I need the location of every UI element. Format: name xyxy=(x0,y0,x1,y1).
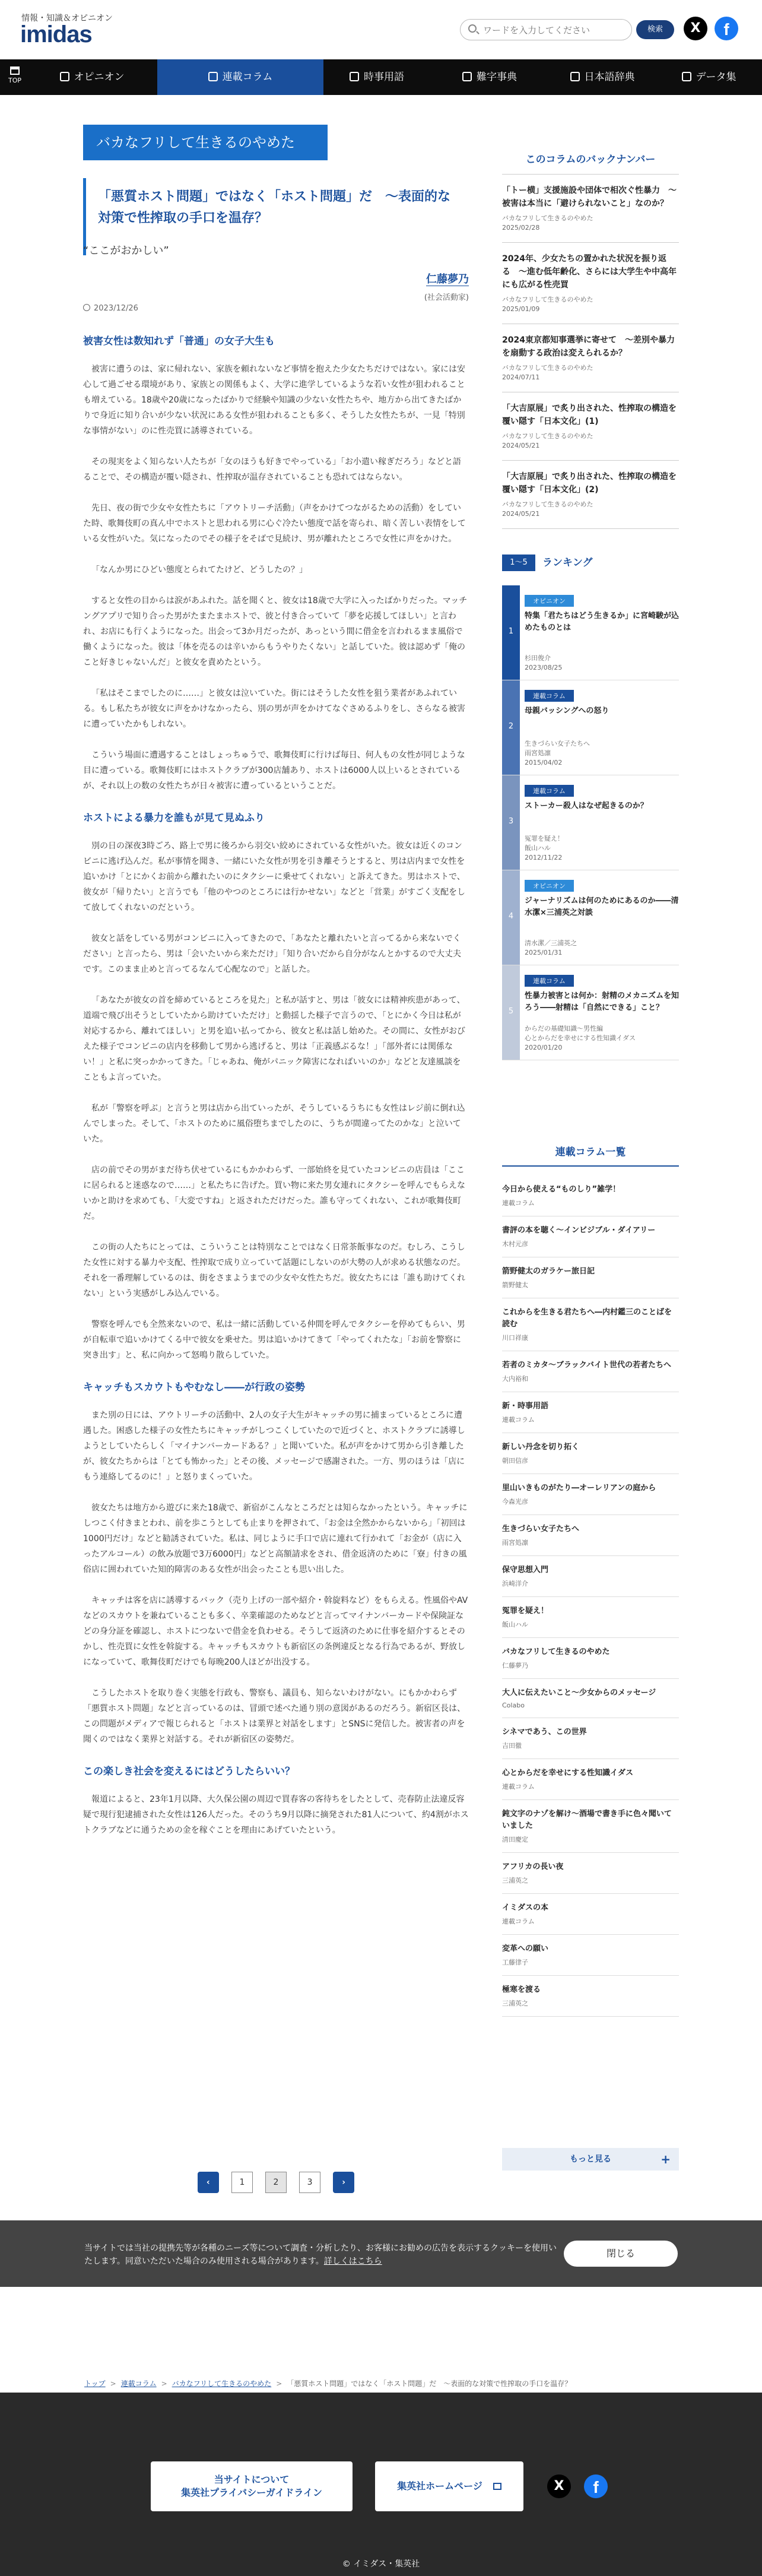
column-series-author: 連載コラム xyxy=(502,1783,535,1791)
column-series-author: 雨宮処凛 xyxy=(502,1539,528,1547)
ranking-date: 2025/01/31 xyxy=(525,949,563,956)
article-body xyxy=(83,332,469,1853)
nav-item-kanji-dictionary[interactable] xyxy=(430,59,549,95)
more-label: もっと見る xyxy=(570,2154,611,2164)
column-series-item[interactable] xyxy=(502,1351,679,1392)
column-series-title: 鈍文字のナゾを解け〜酒場で書き手に色々聞いていました xyxy=(502,1810,672,1830)
column-series-item[interactable] xyxy=(502,1474,679,1515)
footer-x-icon[interactable]: X xyxy=(547,2474,571,2498)
cookie-banner xyxy=(0,2220,762,2287)
ranking-title: 特集「君たちはどう生きるか」に宮崎駿が込めたものとは xyxy=(525,611,680,632)
backnumber-meta xyxy=(502,214,679,233)
column-series-title: 心とからだを幸せにする性知識イダス xyxy=(502,1769,634,1777)
page-link-2[interactable]: 2 xyxy=(265,2172,287,2193)
column-series-author: 大内裕和 xyxy=(502,1375,528,1383)
backnumber-title: このコラムのバックナンバー xyxy=(502,95,679,175)
breadcrumb-separator: > xyxy=(110,2379,116,2388)
column-series-title: 極寒を渡る xyxy=(502,1985,541,1994)
breadcrumb xyxy=(84,2378,572,2388)
column-series-author: 箭野健太 xyxy=(502,1281,528,1289)
nav-item-data[interactable] xyxy=(656,59,762,95)
shueisha-home-button[interactable] xyxy=(375,2461,523,2511)
publish-date xyxy=(83,304,138,313)
series-banner[interactable]: バカなフリして生きるのやめた xyxy=(83,125,328,160)
clock-icon xyxy=(83,304,90,311)
paragraph: すると女性の目からは涙があふれた。話を聞くと、彼女は18歳で大学に入ったばかりだった。マッチングアプリで知り合った男がたまたまホストで、彼と付き合っていて「夢を応援してほしい」と言われ、お店にも行くようになった。出会って3か月だったが、あっという間に借金を言われるまま風俗で働くようになった。彼は「体を売るのは辛いからもうやりたくない」と話していた。彼は認めず「俺のこと好きじゃないんだ」と彼女を責めたという。 xyxy=(83,596,468,667)
section-heading: ホストによる暴力を誰もが見て見ぬふり xyxy=(83,812,265,824)
ranking-category: 連載コラム xyxy=(525,690,574,702)
paragraph: 警察を呼んでも全然来ないので、私は一緒に活動している仲間を呼んでタクシーを停めてもらい、男が自転車で追いかけてくる中で彼女を乗せた。男は追いかけてきて「やってくれたな」「お前を警察に突き出す」と、私に向かって怒鳴り散らしていた。 xyxy=(83,1320,465,1360)
column-series-item[interactable] xyxy=(502,1392,679,1433)
backnumber-title: 「トー横」支援施設や団体で相次ぐ性暴力 〜被害は本当に「避けられないこと」なのか？ xyxy=(502,186,677,208)
column-series-author: 工藤律子 xyxy=(502,1959,528,1966)
next-page-button[interactable]: › xyxy=(333,2172,354,2193)
column-series-item[interactable] xyxy=(502,1976,679,2017)
backnumber-meta xyxy=(502,295,679,314)
privacy-guideline-label: 集英社プライバシーガイドライン xyxy=(181,2487,322,2498)
paragraph: こういう場面に遭遇することはしょっちゅうで、歌舞伎町に行けば毎日、何人もの女性が同じような目に遭っている。歌舞伎町にはホストクラブが300店舗あり、ホストは6000人以上いるとされているが、それ以上の数の女性たちが日々被害に遭っているということだ。 xyxy=(83,750,465,791)
site-logo[interactable]: imidas xyxy=(20,21,92,47)
ranking-title: ストーカー殺人はなぜ起きるのか？ xyxy=(525,801,648,810)
ranking-extra: 心とからだを幸せにする性知識イダス xyxy=(525,1034,636,1042)
site-header xyxy=(0,0,762,59)
article-subhead: “ここがおかしい” xyxy=(83,245,169,257)
column-series-author: 朝田信彦 xyxy=(502,1457,528,1465)
ranking-date: 2012/11/22 xyxy=(525,854,563,861)
columns-icon xyxy=(208,72,218,81)
paragraph: 「あなたが彼女の首を締めているところを見た」と私が話すと、男は「彼女には精神疾患があって、道端で飛び出そうとしていたから助けていただけ」と動揺した様子で言うので、「とにかく今日は私が対応するから、離れてほしい」と男を追い払ってから、彼女と私は話し始めた。その間に、女性がおびえた様子でコンビニの店内を移動して男から逃げると、男は「正義感ぶるな！」「部外者には関係ない！」と私に突っかかってきた。「じゃあね、俺がパニック障害になればいいのか」などと友達風談をこともよ言っていた。 xyxy=(83,996,465,1082)
ranking-meta xyxy=(525,1024,679,1053)
paragraph: こうしたホストを取り巻く実態を行政も、警察も、議員も、知らないわけがない。にもかかわらず「悪質ホスト問題」などと言っているのは、冒頭で述べた通り別の意図があるのだろう。新宿区長は、この問題がメディアで報じられると「ホストは業界と対話をします」とSNSに発信した。被害者の声を聞くのではなく業界と対話する。それが新宿区の姿勢だ。 xyxy=(83,1688,465,1744)
ranking-date: 2015/04/02 xyxy=(525,759,563,766)
prev-page-button[interactable]: ‹ xyxy=(198,2172,219,2193)
column-series-author: 清田慶定 xyxy=(502,1836,528,1843)
site-footer xyxy=(0,2393,762,2576)
column-series-title: 箭野健太のガラケー旅日記 xyxy=(502,1267,595,1276)
author-block xyxy=(424,271,469,302)
column-series-item[interactable] xyxy=(502,1679,679,1718)
search-icon xyxy=(468,24,477,33)
ranking-range-badge[interactable]: 1〜5 xyxy=(502,555,535,571)
ranking-item[interactable] xyxy=(502,965,679,1060)
paragraph: 先日、夜の街で少女や女性たちに「アウトリーチ活動」（声をかけてつながるための活動）をしていた時、歌舞伎町の真ん中でホストと思われる男に心ぐ冷たい態度で話を寄られ、暗く苦しい表情をしている女性がいた。気になったのでその様子をそばで見続け、男が離れたところで女性に声をかけた。 xyxy=(83,503,466,544)
ranking-category: 連載コラム xyxy=(525,975,574,987)
page-link-1[interactable]: 1 xyxy=(231,2172,253,2193)
ranking-extra: 雨宮処凛 xyxy=(525,749,551,757)
backnumber-title: 「大吉原展」で炙り出された、性搾取の構造を覆い隠す「日本文化」(2) xyxy=(502,472,677,495)
ranking-author: 生きづらい女子たちへ xyxy=(525,740,590,747)
ranking-meta xyxy=(525,939,679,958)
ranking-item[interactable] xyxy=(502,680,679,775)
column-series-author: 浜崎洋介 xyxy=(502,1580,528,1588)
author-name[interactable]: 仁藤夢乃 xyxy=(426,273,469,286)
ranking-category: 連載コラム xyxy=(525,785,574,797)
column-series-item[interactable] xyxy=(502,1935,679,1976)
pagination xyxy=(83,2172,469,2195)
ranking-item[interactable] xyxy=(502,870,679,965)
column-series-item[interactable] xyxy=(502,1175,679,1216)
ranking-category: オピニオン xyxy=(525,595,574,607)
nav-item-japanese-dictionary[interactable] xyxy=(549,59,656,95)
ranking-author: 杉田俊介 xyxy=(525,654,551,662)
nav-item-label: 日本語辞典 xyxy=(584,71,635,83)
ranking-date: 2023/08/25 xyxy=(525,664,563,671)
ranking-number: 4 xyxy=(502,870,520,965)
column-series-author: 三浦英之 xyxy=(502,1877,528,1884)
plus-icon: + xyxy=(661,2152,671,2166)
cookie-message: 当サイトでは当社の提携先等が各種のニーズ等について調査・分析したり、お客様にお勧めの広告を表示するクッキーを使用いたします。同意いただいた場合のみ使用される場合があります。 xyxy=(84,2244,557,2266)
backnumber-meta xyxy=(502,432,679,451)
backnumber-item[interactable] xyxy=(502,175,679,243)
paragraph: キャッチは客を店に誘導するバック（売り上げの一部や紹介・斡旋料など）をもらえる。性風俗やAVなどのスカウトを兼ねていることも多く、卒業確認のためなどと言ってマイナンバーカードや保険証などの身分証を確認し、ホストにつないで借金を負わせる。そうして返済のために仕事を紹介するとそのかし、性売買に女性を斡旋する。キャッチもスカウトも新宿区の条例違反となる行為であるが、野放しになっていて、歌舞伎町だけでも毎晩200人ほどが出没する。 xyxy=(83,1596,468,1667)
column-series-title: 新しい丹念を切り拓く xyxy=(502,1443,580,1452)
backnumber-date: 2024/05/21 xyxy=(502,442,540,449)
ranking-date: 2020/01/20 xyxy=(525,1044,563,1051)
column-series-item[interactable] xyxy=(502,1257,679,1298)
column-series-author: 連載コラム xyxy=(502,1918,535,1925)
column-series-title: 保守思想入門 xyxy=(502,1566,549,1574)
column-series-item[interactable] xyxy=(502,1638,679,1679)
column-series-author: Colabo xyxy=(502,1702,525,1709)
ranking-item[interactable] xyxy=(502,775,679,870)
backnumber-date: 2024/05/21 xyxy=(502,510,540,518)
ranking-title: 性暴力被害とは何か：射精のメカニズムを知ろう――射精は「自然にできる」こと？ xyxy=(525,991,680,1012)
columns-list-title: 連載コラム一覧 xyxy=(502,1143,679,1167)
column-series-item[interactable] xyxy=(502,1759,679,1800)
column-series-title: 大人に伝えたいこと〜少女からのメッセージ xyxy=(502,1688,656,1697)
paragraph: 「なんか男にひどい態度とられてたけど、どうしたの？」 xyxy=(91,565,307,575)
column-series-item[interactable] xyxy=(502,1216,679,1257)
paragraph: 「私はそこまでしたのに……」と彼女は泣いていた。街にはそうした女性を狙う業者があふれている。もし私たちが彼女に声をかけなかったら、別の男が声をかけてなぐさめるふりをし、さらなる被害に遭っていたかもしれない。 xyxy=(83,689,465,729)
paragraph: 私が「警察を呼ぶ」と言うと男は店から出ていったが、そうしているうちにも女性はレジ前に倒れ込んでしまった。そして、「ホストのために風俗堕ちまでしたのに、うちが間違ってたのかな」と泣いていた。 xyxy=(83,1104,465,1144)
about-privacy-button[interactable] xyxy=(151,2461,353,2511)
ranking-extra: 飯山ハル xyxy=(525,844,551,852)
publish-date-value: 2023/12/26 xyxy=(94,304,138,313)
search-box[interactable] xyxy=(460,19,632,40)
column-series-title: イミダスの本 xyxy=(502,1903,549,1912)
column-series-item[interactable] xyxy=(502,1433,679,1474)
search-button[interactable]: 検索 xyxy=(636,20,674,39)
backnumber-series: バカなフリして生きるのやめた xyxy=(502,364,593,372)
cookie-close-button[interactable]: 閉じる xyxy=(564,2241,678,2267)
column-series-item[interactable] xyxy=(502,1894,679,1935)
ranking-author: 清水潔／三浦英之 xyxy=(525,939,577,947)
section-heading: この楽しき社会を変えるにはどうしたらいい？ xyxy=(83,1766,295,1777)
column-series-title: 若者のミカタ〜ブラックバイト世代の若者たちへ xyxy=(502,1361,671,1370)
backnumber-title: 「大吉原展」で炙り出された、性搾取の構造を覆い隠す「日本文化」(1) xyxy=(502,404,677,426)
breadcrumb-separator: > xyxy=(276,2379,282,2388)
column-series-author: 連載コラム xyxy=(502,1199,535,1207)
nav-item-label: 時事用語 xyxy=(364,71,404,83)
column-series-item[interactable] xyxy=(502,1597,679,1638)
column-series-item[interactable] xyxy=(502,1298,679,1351)
paragraph: その現実をよく知らない人たちが「女のほうも好きでやっている」「お小遣い稼ぎだろう」などと語ることで、その構造が覆い隠され、性搾取が温存されていることも恐れてはならない。 xyxy=(83,457,461,482)
backnumber-item[interactable] xyxy=(502,243,679,324)
article-title: 「悪質ホスト問題」ではなく「ホスト問題」だ 〜表面的な対策で性搾取の手口を温存？ xyxy=(98,189,451,226)
paragraph: 別の日の深夜3時ごろ、路上で男に後ろから羽交い絞めにされている女性がいた。彼女は近くのコンビニに逃げ込んだ。私が事情を聞き、一緒にいた女性が男を引き離そうとすると、男は店内まで女性を追いかけ「とにかくお前から離れたいのにタクシーに乗せてくれない」と訴えてきた。男はホストで、彼女が「帰りたい」と言うでも「他のやつのところには行かせない」などと「営業」がすごく支配をして放してくれないのだという。 xyxy=(83,841,465,912)
ranking-category: オピニオン xyxy=(525,880,574,892)
column-series-author: 飯山ハル xyxy=(502,1621,528,1628)
backnumber-item[interactable] xyxy=(502,461,679,529)
column-series-title: シネマであう、この世界 xyxy=(502,1728,587,1737)
main-navigation xyxy=(0,59,762,95)
columns-list xyxy=(502,1175,679,2017)
ranking-number: 2 xyxy=(502,680,520,775)
ranking-author: からだの基礎知識〜男性編 xyxy=(525,1025,603,1032)
backnumber-date: 2025/01/09 xyxy=(502,305,540,313)
backnumber-meta xyxy=(502,363,679,382)
opinion-icon xyxy=(60,72,69,81)
column-series-item[interactable] xyxy=(502,1556,679,1597)
column-series-author: 今森光彦 xyxy=(502,1498,528,1506)
ranking-meta xyxy=(525,834,679,863)
ranking-title: ジャーナリズムは何のためにあるのか――清水潔×三浦英之対談 xyxy=(525,896,679,917)
nav-item-label: 連載コラム xyxy=(222,71,273,83)
column-series-title: バカなフリして生きるのやめた xyxy=(502,1647,610,1656)
column-series-title: 今日から使える“ものしり”雑学！ xyxy=(502,1185,621,1194)
shueisha-home-label: 集英社ホームページ xyxy=(397,2480,482,2492)
column-series-item[interactable] xyxy=(502,1515,679,1556)
data-icon xyxy=(682,72,691,81)
breadcrumb-top[interactable]: トップ xyxy=(84,2379,106,2388)
nav-item-columns[interactable] xyxy=(157,59,323,95)
column-series-title: 新・時事用語 xyxy=(502,1402,549,1411)
column-series-title: 変革への願い xyxy=(502,1944,549,1953)
ranking-title: ランキング xyxy=(542,557,593,569)
x-share-icon[interactable]: X xyxy=(684,17,707,40)
column-series-title: 生きづらい女子たちへ xyxy=(502,1525,580,1533)
paragraph: 彼女たちは地方から遊びに来た18歳で、新宿がこんなところだとは知らなかったという。キャッチにしつこく付きまとわれ、前を歩こうとしても止まりを押されて、「お金は全然かからないから」「初回は1000円だけ」などと勧誘されていた。私は、同じように手口で店に連れて行かれて「お金が（店に入ったアルコール）の飲み放題で3万6000円」などと高額請求をされ、借金返済のために「寮」付きの風俗店に囲われていた知的障害のある女性が出会ったことも思い出した。 xyxy=(83,1503,468,1574)
paragraph: 彼女と話をしている男がコンビニに入ってきたので、「あなたと離れたいと言ってるから来ないでください」と言ったら、男は「会いたいから来ただけ」「知り合いだから自分がなんとかするので大丈夫です。このまま止めと言ってるなんて心配なので」と話した。 xyxy=(83,934,461,974)
paragraph: 被害に遭うのは、家に帰れない、家族を頼れないなど事情を抱えた少女たちだけではない。家には安心して過ごせる環境があり、家族との関係もよく、大学に進学しているような若い女性が狙われることも増えている。18歳や20歳になったばかりで経験や知識の少ない女性たちや、地方から出てきたばかりで身近に知り合いが少ない状況にある女性が狙われることも多く、そうした女性たちが、一見「特別な事情がない」のに性売買に誘導されている。 xyxy=(83,365,465,436)
cookie-details-link[interactable]: 詳しくはこちら xyxy=(323,2257,382,2266)
paragraph: 報道によると、23年1月以降、大久保公園の周辺で買春客の客待ちをしたとして、売春防止法違反容疑で現行犯逮捕された女性は126人だった。そのうち9月以降に摘発された81人について、約4割がホストクラブなどに通うための金を稼ぐことを理由にあげていたという。 xyxy=(83,1795,469,1835)
ranking-author: 冤罪を疑え！ xyxy=(525,835,564,842)
column-series-title: これからを生きる君たちへ―内村鑑三のことばを読む xyxy=(502,1308,672,1329)
paragraph: また別の日には、アウトリーチの活動中、2人の女子大生がキャッチの男に捕まっているところに遭遇した。困惑した様子の女性たちにキャッチがしつこくしていたので近づくと、ホストクラブに誘導しようとしていたらしく「マイナンバーカードある？」と聞いていた。私が声をかけて男から引き離したが、彼女たちからは「とても怖かった」とその後、メッセージで感謝された。一方、男のほうは「店にもう連絡してるのに！」と怒りまくっていた。 xyxy=(83,1411,465,1482)
breadcrumb-columns[interactable]: 連載コラム xyxy=(120,2379,157,2388)
backnumber-series: バカなフリして生きるのやめた xyxy=(502,432,593,440)
about-site-label: 当サイトについて xyxy=(214,2474,290,2485)
column-series-author: 吉田徹 xyxy=(502,1742,522,1750)
breadcrumb-current: 「悪質ホスト問題」ではなく「ホスト問題」だ 〜表面的な対策で性搾取の手口を温存？ xyxy=(287,2379,572,2388)
section-heading: 被害女性は数知れず「普通」の女子大生も xyxy=(83,335,275,347)
ranking-meta xyxy=(525,739,679,768)
copyright: © イミダス・集英社 xyxy=(342,2559,420,2569)
column-series-title: 里山いきものがたり―オーレリアンの庭から xyxy=(502,1484,656,1493)
backnumber-series: バカなフリして生きるのやめた xyxy=(502,214,593,222)
column-series-item[interactable] xyxy=(502,1718,679,1759)
backnumber-title: 2024東京都知事選挙に寄せて 〜差別や暴力を扇動する政治は変えられるか？ xyxy=(502,335,675,358)
ranking-header xyxy=(502,552,679,573)
ranking-item[interactable] xyxy=(502,585,679,680)
backnumber-series: バカなフリして生きるのやめた xyxy=(502,296,593,303)
backnumber-item[interactable] xyxy=(502,392,679,461)
dictionary-icon xyxy=(570,72,580,81)
ranking-list xyxy=(502,585,679,1060)
footer-facebook-icon[interactable]: f xyxy=(584,2474,608,2498)
terms-icon xyxy=(350,72,359,81)
ranking-title: 母親バッシングへの怒り xyxy=(525,706,609,715)
nav-item-label: オピニオン xyxy=(74,71,125,83)
home-icon xyxy=(10,66,20,75)
paragraph: この街の人たちにとっては、こういうことは特別なことではなく日常茶飯事なのだ。むしろ、こうした女性に対する暴力や支配、性搾取で成り立っていて話題にしないのが大勢の人が求める状態なのだ。それを一番理解しているのは、街をさまようまでの少女や女性たちだ。彼女たちには「誰も助けてくれない」という実感がしみ込んでいる。 xyxy=(83,1243,465,1298)
ranking-meta xyxy=(525,654,679,673)
external-link-icon xyxy=(493,2483,501,2490)
backnumber-meta xyxy=(502,500,679,519)
ranking-number: 5 xyxy=(502,965,520,1060)
column-series-author: 三浦英之 xyxy=(502,2000,528,2007)
backnumber-date: 2024/07/11 xyxy=(502,373,540,381)
backnumber-item[interactable] xyxy=(502,324,679,392)
search-input[interactable] xyxy=(483,23,626,37)
backnumber-title: 2024年、少女たちの置かれた状況を振り返る 〜進む低年齢化、さらには大学生や中高年にも広がる性売買 xyxy=(502,254,677,290)
page-link-3[interactable]: 3 xyxy=(299,2172,320,2193)
more-button[interactable] xyxy=(502,2148,679,2171)
nav-top-link[interactable] xyxy=(8,66,21,84)
column-series-author: 川口祥康 xyxy=(502,1334,528,1342)
nav-item-label: データ集 xyxy=(696,71,736,83)
nav-item-label: 難字事典 xyxy=(477,71,517,83)
column-series-author: 木村元彦 xyxy=(502,1240,528,1248)
site-tagline: 情報・知識＆オピニオン xyxy=(21,14,113,23)
cookie-text xyxy=(84,2242,559,2268)
paragraph: 店の前でその男がまだ待ち伏せているにもかかわらず、一部始終を見ていたコンビニの店員は「ここに居られると迷惑なので……」と私たちに告げた。買い物に来た男女連れにタクシーを呼んでもらえないかと助けを求めても、「大変ですね」と返されただけだった。誰も守ってくれない、これが歌舞伎町だ。 xyxy=(83,1165,465,1221)
column-series-item[interactable] xyxy=(502,1853,679,1894)
facebook-share-icon[interactable]: f xyxy=(715,17,738,40)
ranking-number: 1 xyxy=(502,585,520,680)
breadcrumb-separator: > xyxy=(161,2379,167,2388)
column-series-item[interactable] xyxy=(502,1800,679,1853)
backnumber-series: バカなフリして生きるのやめた xyxy=(502,500,593,508)
backnumber-section xyxy=(502,95,679,529)
column-series-author: 連載コラム xyxy=(502,1416,535,1424)
author-affiliation: (社会活動家) xyxy=(424,293,469,302)
column-series-title: 書評の本を聴く〜インビジブル・ダイアリー xyxy=(502,1226,656,1235)
ranking-number: 3 xyxy=(502,775,520,870)
backnumber-list xyxy=(502,175,679,529)
breadcrumb-series[interactable]: バカなフリして生きるのやめた xyxy=(172,2379,272,2388)
column-series-author: 仁藤夢乃 xyxy=(502,1662,528,1669)
column-series-title: アフリカの長い夜 xyxy=(502,1862,564,1871)
column-series-title: 冤罪を疑え！ xyxy=(502,1607,549,1615)
nav-item-current-terms[interactable] xyxy=(323,59,430,95)
nav-top-label: TOP xyxy=(8,77,22,84)
section-heading: キャッチもスカウトもやむなし――が行政の姿勢 xyxy=(83,1382,305,1393)
backnumber-date: 2025/02/28 xyxy=(502,224,540,232)
kanji-icon xyxy=(462,72,472,81)
nav-item-opinion[interactable] xyxy=(30,59,154,95)
